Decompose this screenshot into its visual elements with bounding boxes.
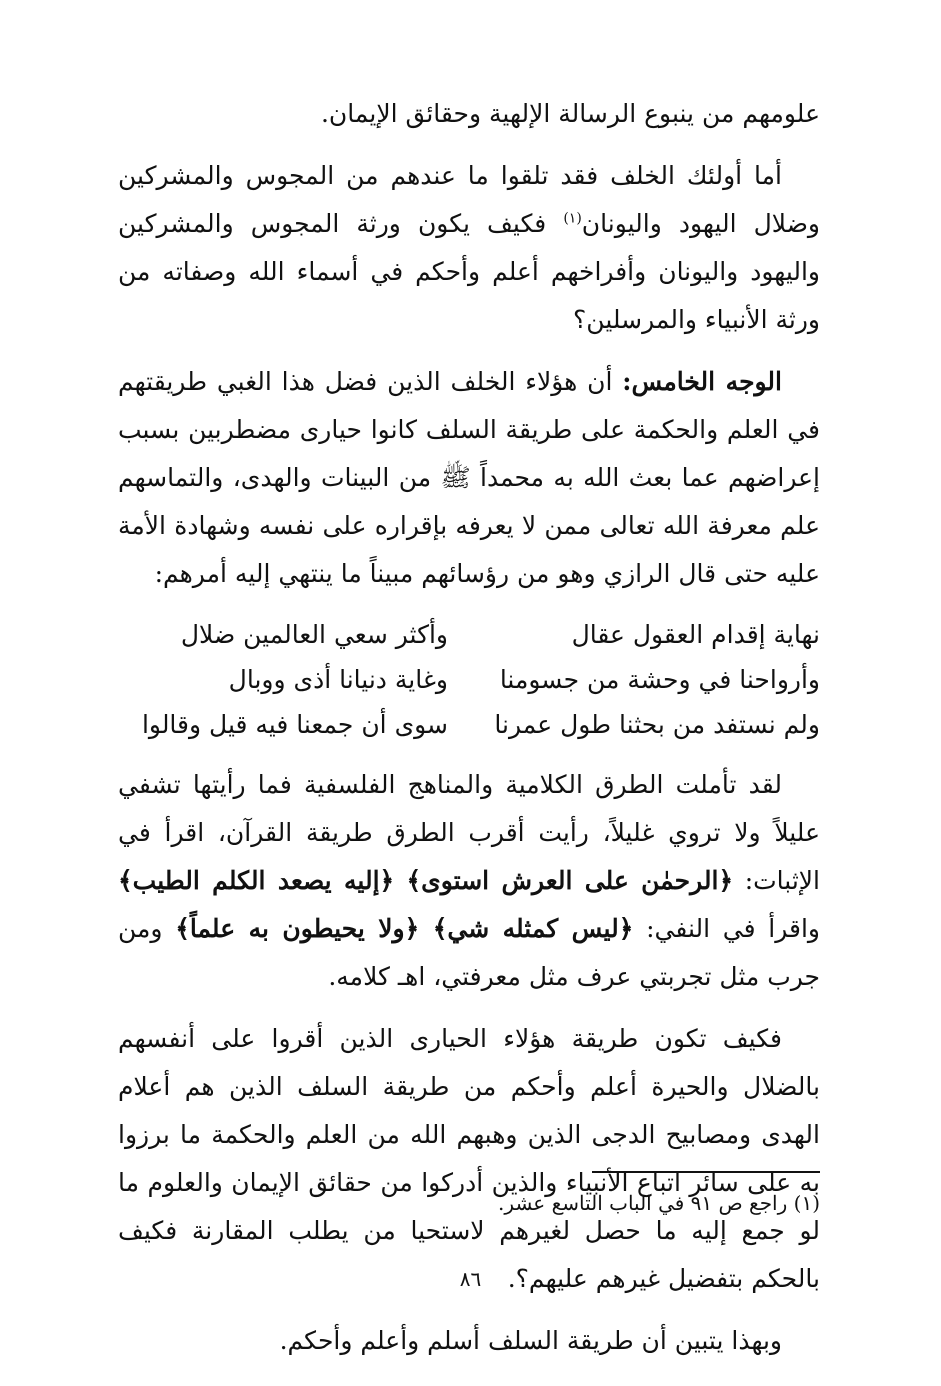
paragraph-6	[118, 1317, 820, 1365]
poem-second-hemistich: سوى أن جمعنا فيه قيل وقالوا	[141, 710, 448, 739]
poem-first-hemistich: ولم نستفد من بحثنا طول عمرنا	[494, 710, 820, 739]
poem-first-hemistich: وأرواحنا في وحشة من جسومنا	[499, 665, 820, 694]
poem-verse	[118, 702, 820, 747]
poem-second-hemistich: وغاية دنيانا أذى ووبال	[228, 665, 448, 694]
paragraph-5	[118, 1015, 820, 1303]
paragraph-4-text-b: واقرأ في النفي:	[633, 914, 820, 943]
paragraph-1-text: علومهم من ينبوع الرسالة الإلهية وحقائق الإيمان.	[320, 99, 820, 128]
paragraph-2-text-a: أما أولئك الخلف فقد تلقوا ما عندهم من المجوس والمشركين وضلال اليهود واليونان	[118, 161, 821, 238]
poem-second-hemistich: وأكثر سعي العالمين ضلال	[180, 620, 448, 649]
poem	[118, 612, 820, 747]
footnote	[118, 1186, 820, 1220]
paragraph-5-text: فكيف تكون طريقة هؤلاء الحيارى الذين أقروا على أنفسهم بالضلال والحيرة أعلم وأحكم من طريقة السلف الذين هم أعلام الهدى ومصابيح الدجى الذين وهبهم الله من العلم والحكمة ما برزوا به على سائر اتباع الأنبياء والذين أدركوا من حقائق الإيمان والعلوم ما لو جمع إليه ما حصل لغيرهم لاستحيا من يطلب المقارنة فكيف بالحكم بتفضيل غيرهم عليهم؟.	[118, 1024, 820, 1293]
paragraph-4-text-a: لقد تأملت الطرق الكلامية والمناهج الفلسفية فما رأيتها تشفي عليلاً ولا تروي غليلاً، رأيت أقرب الطرق طريقة القرآن، اقرأ في الإثبات:	[118, 770, 820, 895]
paragraph-3	[118, 358, 820, 598]
paragraph-4	[118, 761, 820, 1001]
page-number: ٨٦	[459, 1267, 482, 1291]
poem-verse	[118, 612, 820, 657]
quran-verse-affirmation: ﴿الرحمٰن على العرش استوى﴾ ﴿إليه يصعد الكلم الطيب﴾	[118, 866, 734, 895]
poem-first-hemistich: نهاية إقدام العقول عقال	[571, 620, 820, 649]
paragraph-4-text-c: ومن جرب مثل تجربتي عرف مثل معرفتي، اهـ كلامه.	[118, 914, 820, 991]
section-heading: الوجه الخامس:	[622, 367, 782, 396]
footnote-separator	[592, 1171, 820, 1173]
quran-verse-negation: ﴿ليس كمثله شي﴾ ﴿ولا يحيطون به علماً﴾	[175, 914, 634, 943]
footnote-reference[interactable]: (١)	[563, 210, 582, 227]
paragraph-3-text: أن هؤلاء الخلف الذين فضل هذا الغبي طريقتهم في العلم والحكمة على طريقة السلف كانوا حيارى مضطربين بسبب إعراضهم عما بعث الله به محمداً ﷺ من البينات والهدى، والتماسهم علم معرفة الله تعالى ممن لا يعرفه بإقراره على نفسه وشهادة الأمة عليه حتى قال الرازي وهو من رؤسائهم مبيناً ما ينتهي إليه أمرهم:	[118, 367, 820, 588]
footnote-text: (١) راجع ص ٩١ في الباب التاسع عشر.	[498, 1191, 820, 1215]
paragraph-2-text-b: فكيف يكون ورثة المجوس والمشركين واليهود واليونان وأفراخهم أعلم وأحكم في أسماء الله وصفاته من ورثة الأنبياء والمرسلين؟	[118, 209, 820, 334]
paragraph-2	[118, 152, 820, 344]
paragraph-6-text: وبهذا يتبين أن طريقة السلف أسلم وأعلم وأحكم.	[279, 1326, 782, 1355]
poem-verse	[118, 657, 820, 702]
paragraph-1	[118, 90, 820, 138]
